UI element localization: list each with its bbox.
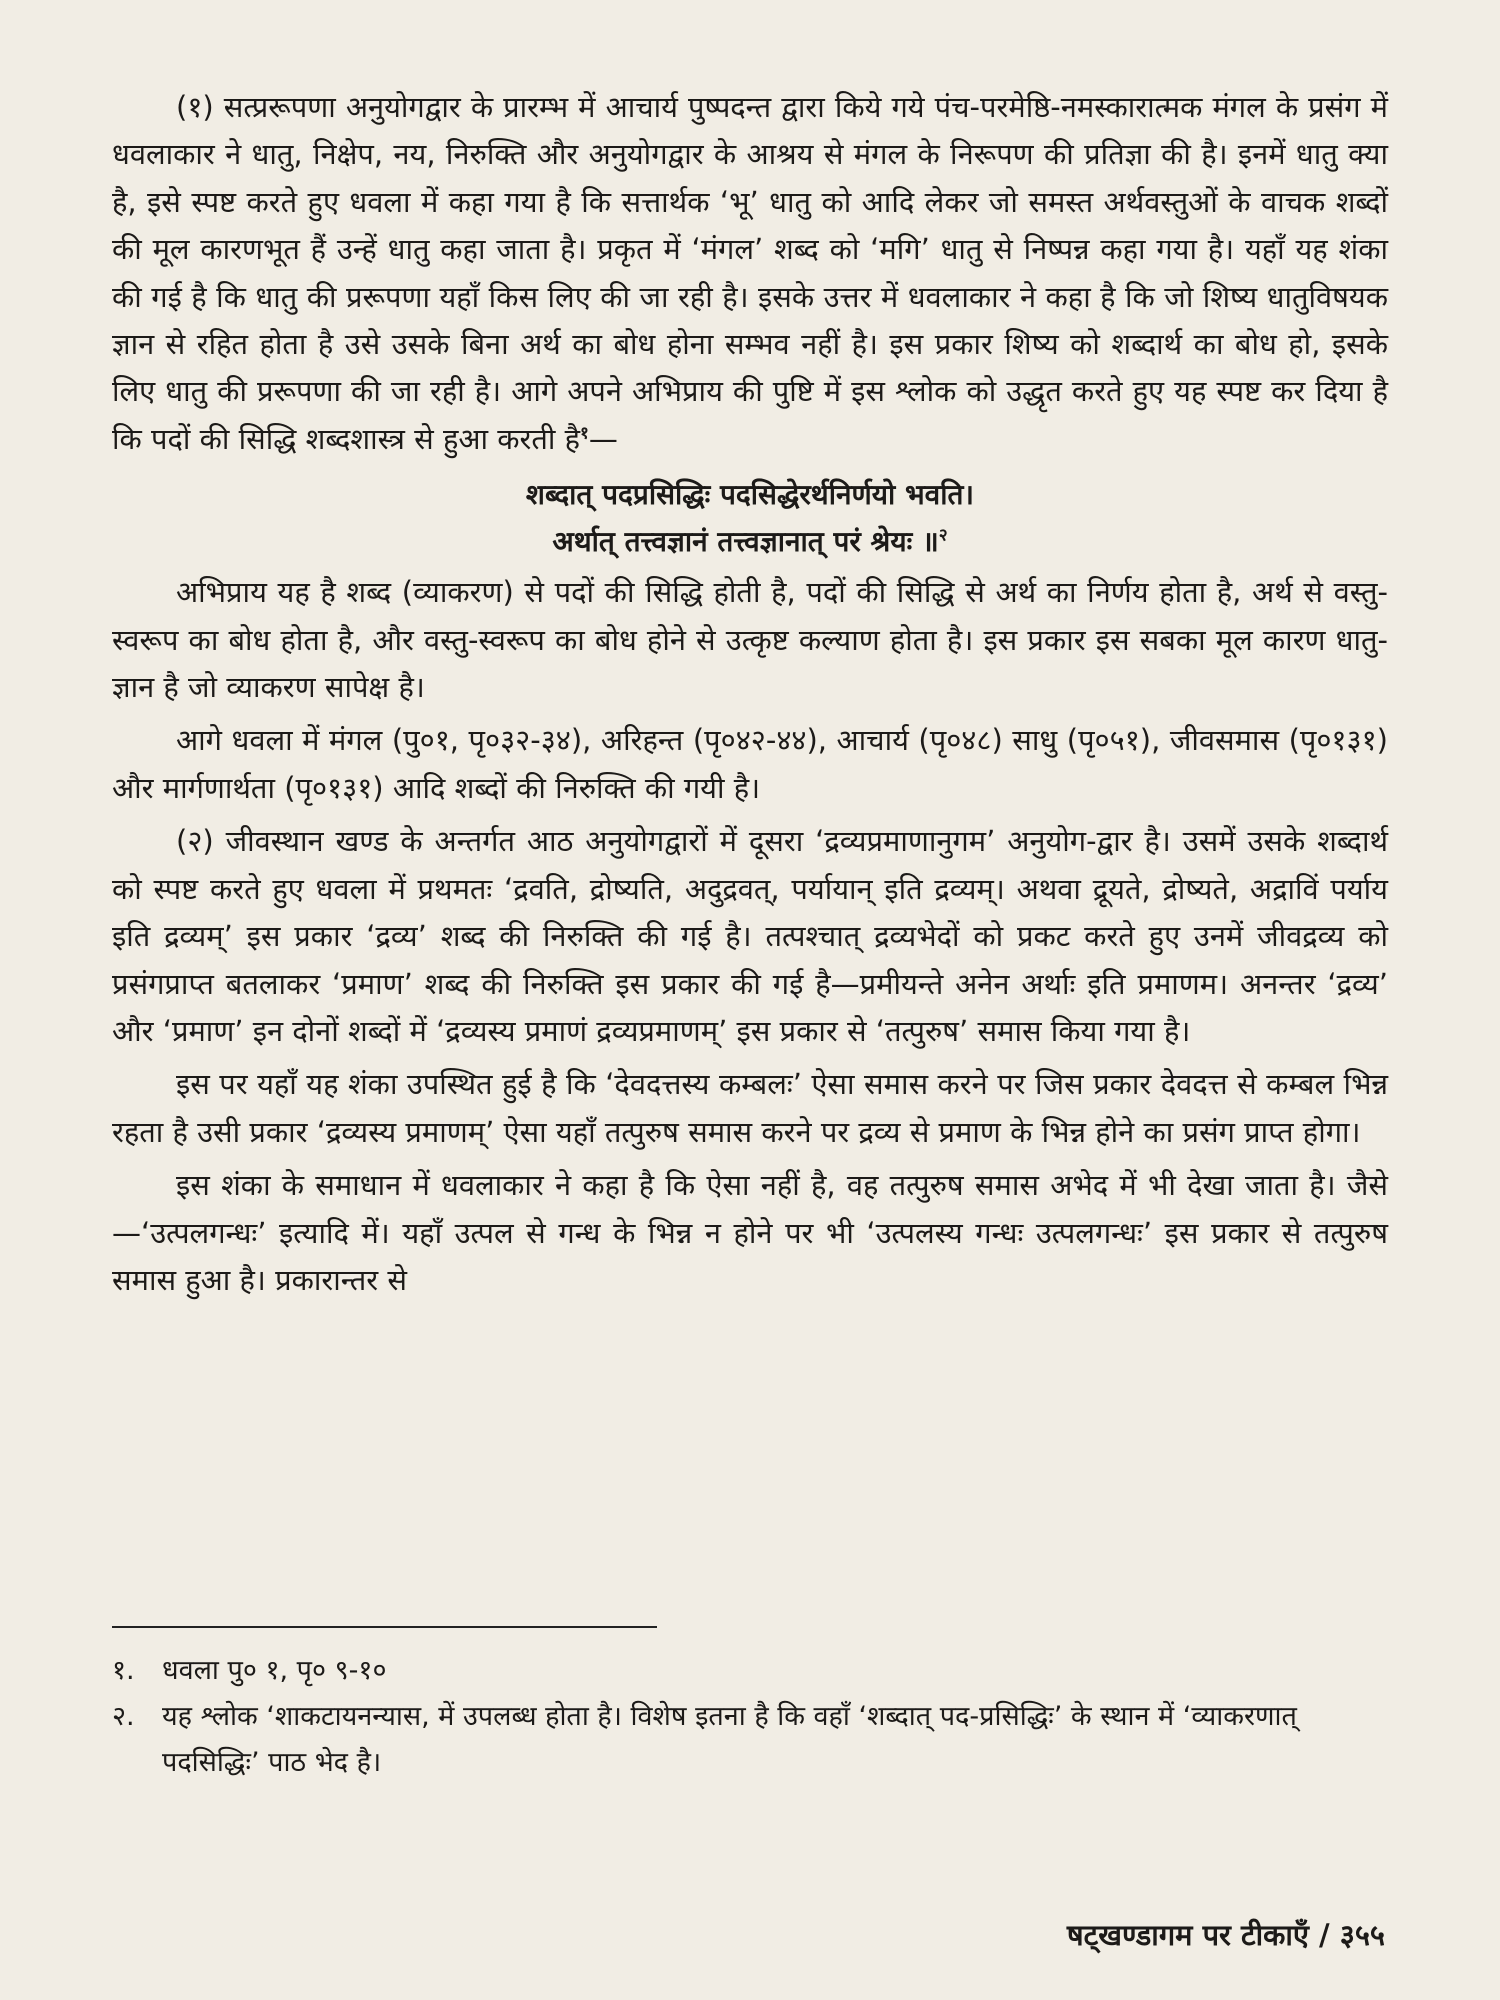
footnote-text: यह श्लोक ‘शाकटायनन्यास, में उपलब्ध होता है। विशेष इतना है कि वहाँ ‘शब्दात् पद-प्रसिद्धिः’ के स्थान में ‘व्याकरणात् पदसिद्धिः’ पाठ भेद है। [162,1701,1297,1778]
paragraph-dravyapramananugam: (२) जीवस्थान खण्ड के अन्तर्गत आठ अनुयोगद्वारों में दूसरा ‘द्रव्यप्रमाणानुगम’ अनुयोग-द्वार है। उसमें उसके शब्दार्थ को स्पष्ट करते हुए धवला में प्रथमतः ‘द्रवति, द्रोष्यति, अदुद्रवत्, पर्यायान् इति द्रव्यम्। अथवा द्रूयते, द्रोष्यते, अद्राविं पर्याय इति द्रव्यम्’ इस प्रकार ‘द्रव्य’ शब्द की निरुक्ति की गई है। तत्पश्चात् द्रव्यभेदों को प्रकट करते हुए उनमें जीवद्रव्य को प्रसंगप्राप्त बतलाकर ‘प्रमाण’ शब्द की निरुक्ति इस प्रकार की गई है—प्रमीयन्ते अनेन अर्थाः इति प्रमाणम। अनन्तर ‘द्रव्य’ और ‘प्रमाण’ इन दोनों शब्दों में ‘द्रव्यस्य प्रमाणं द्रव्यप्रमाणम्’ इस प्रकार से ‘तत्पुरुष’ समास किया गया है। [112,824,1388,1048]
paragraph-nirukti-list: आगे धवला में मंगल (पु०१, पृ०३२-३४), अरिहन्त (पृ०४२-४४), आचार्य (पृ०४८) साधु (पृ०५१), जीवसमास (पृ०१३१) और मार्गणार्थता (पृ०१३१) आदि शब्दों की निरुक्ति की गयी है। [112,723,1388,805]
page-folio: षट्खण्डागम पर टीकाएँ / ३५५ [1066,1918,1385,1952]
paragraph-satprarupana [112,84,1388,463]
verse-line-2 [112,518,1388,565]
footnote-2 [112,1694,1392,1786]
paragraph-dash: — [588,421,618,456]
paragraph-shanka: इस पर यहाँ यह शंका उपस्थित हुई है कि ‘देवदत्तस्य कम्बलः’ ऐसा समास करने पर जिस प्रकार देवदत्त से कम्बल भिन्न रहता है उसी प्रकार ‘द्रव्यस्य प्रमाणम्’ ऐसा यहाँ तत्पुरुष समास करने पर द्रव्य से प्रमाण के भिन्न होने का प्रसंग प्राप्त होगा। [112,1067,1388,1149]
footnote-text: धवला पु० १, पृ० ९-१० [162,1655,387,1686]
footnote-ref-2: २ [938,525,948,546]
footnote-number: १. [112,1655,135,1686]
paragraph-abhipray: अभिप्राय यह है शब्द (व्याकरण) से पदों की सिद्धि होती है, पदों की सिद्धि से अर्थ का निर्णय होता है, अर्थ से वस्तु-स्वरूप का बोध होता है, और वस्तु-स्वरूप का बोध होने से उत्कृष्ट कल्याण होता है। इस प्रकार इस सबका मूल कारण धातु-ज्ञान है जो व्याकरण सापेक्ष है। [112,575,1388,705]
paragraph-text: (१) सत्प्ररूपणा अनुयोगद्वार के प्रारम्भ में आचार्य पुष्पदन्त द्वारा किये गये पंच-परमेष्ठि-नमस्कारात्मक मंगल के प्रसंग में धवलाकार ने धातु, निक्षेप, नय, निरुक्ति और अनुयोगद्वार के आश्रय से मंगल के निरूपण की प्रतिज्ञा की है। इनमें धातु क्या है, इसे स्पष्ट करते हुए धवला में कहा गया है कि सत्तार्थक ‘भू’ धातु को आदि लेकर जो समस्त अर्थवस्तुओं के वाचक शब्दों की मूल कारणभूत हैं उन्हें धातु कहा जाता है। प्रकृत में ‘मंगल’ शब्द को ‘मगि’ धातु से निष्पन्न कहा गया है। यहाँ यह शंका की गई है कि धातु की प्ररूपणा यहाँ किस लिए की जा रही है। इसके उत्तर में धवलाकार ने कहा है कि जो शिष्य धातुविषयक ज्ञान से रहित होता है उसे उसके बिना अर्थ का बोध होना सम्भव नहीं है। इस प्रकार शिष्य को शब्दार्थ का बोध हो, इसके लिए धातु की प्ररूपणा की जा रही है। आगे अपने अभिप्राय की पुष्टि में इस श्लोक को उद्धृत करते हुए यह स्पष्ट कर दिया है कि पदों की सिद्धि शब्दशास्त्र से हुआ करती है [112,90,1388,456]
footnotes [112,1648,1392,1786]
footnote-ref-1: १ [580,423,589,444]
verse-line-2-text: अर्थात् तत्त्वज्ञानं तत्त्वज्ञानात् परं श्रेयः ॥ [552,525,939,559]
paragraph-samadhan: इस शंका के समाधान में धवलाकार ने कहा है कि ऐसा नहीं है, वह तत्पुरुष समास अभेद में भी देखा जाता है। जैसे—‘उत्पलगन्धः’ इत्यादि में। यहाँ उत्पल से गन्ध के भिन्न न होने पर भी ‘उत्पलस्य गन्धः उत्पलगन्धः’ इस प्रकार से तत्पुरुष समास हुआ है। प्रकारान्तर से [112,1168,1388,1297]
footnote-divider [112,1626,657,1628]
verse-line-1: शब्दात् पदप्रसिद्धिः पदसिद्धेरर्थनिर्णयो भवति। [525,478,975,512]
footnote-number: २. [112,1701,135,1732]
sanskrit-verse [112,471,1388,565]
footnote-1 [112,1648,1392,1694]
